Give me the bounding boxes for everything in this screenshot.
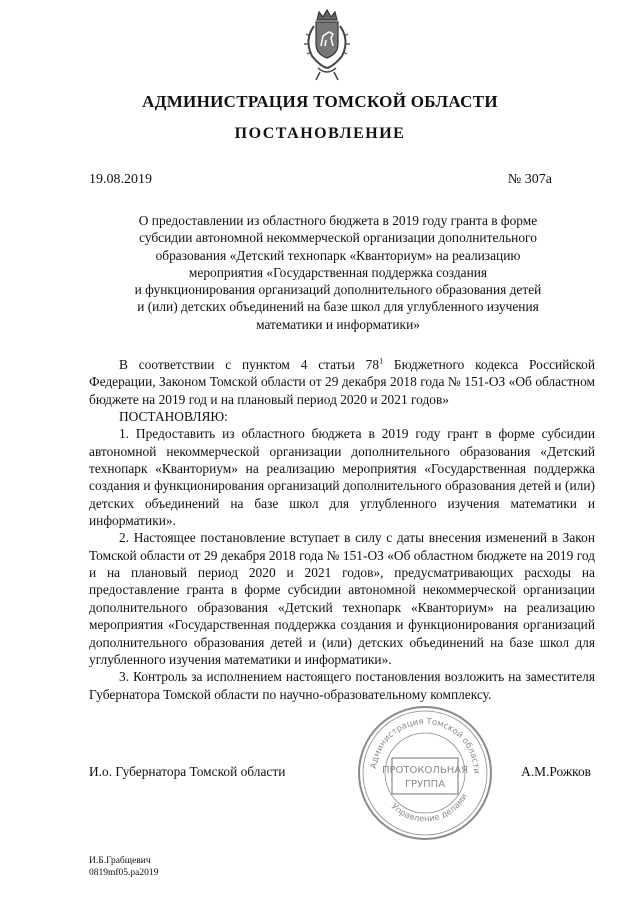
intro-text-start: В соответствии с пунктом 4 статьи 78 <box>119 357 380 372</box>
stamp-outer-bottom: Управление делами <box>388 792 470 825</box>
tomsk-coat-of-arms-icon <box>296 6 358 86</box>
stamp-inner-line2: ГРУППА <box>404 779 446 790</box>
organization-title: АДМИНИСТРАЦИЯ ТОМСКОЙ ОБЛАСТИ <box>142 92 498 111</box>
document-body <box>89 356 595 703</box>
executor-name: И.Б.Грабщевич <box>89 856 151 866</box>
subject-line: образования «Детский технопарк «Кванториум» на реализацию <box>155 247 521 263</box>
item-1: 1. Предоставить из областного бюджета в 2019 году грант в форме субсидии автономной некоммерческой организации дополнительного образования «Детский технопарк «Кванториум» на реализацию мероприятия «Государственная поддержка создания и функционирования организаций дополнительного образования детей и (или) детских объединений на базе школ для углубленного изучения математики и информатики». <box>89 426 595 529</box>
subject-line: субсидии автономной некоммерческой организации дополнительного <box>139 230 537 246</box>
subject-line: и функционирования организаций дополнительного образования детей <box>134 282 542 298</box>
stamp-outer-top: Администрация Томской области <box>369 716 482 775</box>
document-date: 19.08.2019 <box>89 172 152 187</box>
document-subject <box>113 212 563 333</box>
article-superscript: 1 <box>379 356 384 366</box>
intro-text-end: Бюджетного кодекса Российской Федерации, Законом Томской области от 29 декабря 2018 года № 151-ОЗ «Об областном бюджете на 2019 год и на плановый период 2020 и 2021 годов» <box>89 357 596 407</box>
subject-line: математики и информатики» <box>256 316 420 332</box>
item-2: 2. Настоящее постановление вступает в силу с даты внесения изменений в Закон Томской области от 29 декабря 2018 года № 151-ОЗ «Об областном бюджете на 2019 год и на плановый период 2020 и 2021 годов», предусматривающих расходы на предоставление гранта в форме субсидии автономной некоммерческой организации дополнительного образования «Детский технопарк «Кванториум» на реализацию мероприятия «Государственная поддержка создания и функционирования организаций дополнительного образования детей и (или) детских объединений на базе школ для углубленного изучения математики и информатики». <box>89 530 595 667</box>
stamp-inner-line1: ПРОТОКОЛЬНАЯ <box>381 765 469 776</box>
signatory-name: А.М.Рожков <box>521 764 591 779</box>
document-type: ПОСТАНОВЛЕНИЕ <box>234 125 406 142</box>
subject-line: и (или) детских объединений на базе школ для углубленного изучения <box>137 299 539 315</box>
subject-line: О предоставлении из областного бюджета в 2019 году гранта в форме <box>138 213 538 228</box>
file-reference: 0819mf05.pa2019 <box>89 868 159 878</box>
protocol-stamp <box>352 700 498 846</box>
signatory-role: И.о. Губернатора Томской области <box>89 764 286 779</box>
decree-word: ПОСТАНОВЛЯЮ: <box>119 409 228 425</box>
subject-line: мероприятия «Государственная поддержка создания <box>188 264 488 280</box>
item-3: 3. Контроль за исполнением настоящего постановления возложить на заместителя Губернатора Томской области по научно-образовательному комплексу. <box>89 669 595 702</box>
document-number: № 307а <box>507 172 552 187</box>
document-footer <box>89 855 158 879</box>
intro-paragraph <box>89 356 595 408</box>
